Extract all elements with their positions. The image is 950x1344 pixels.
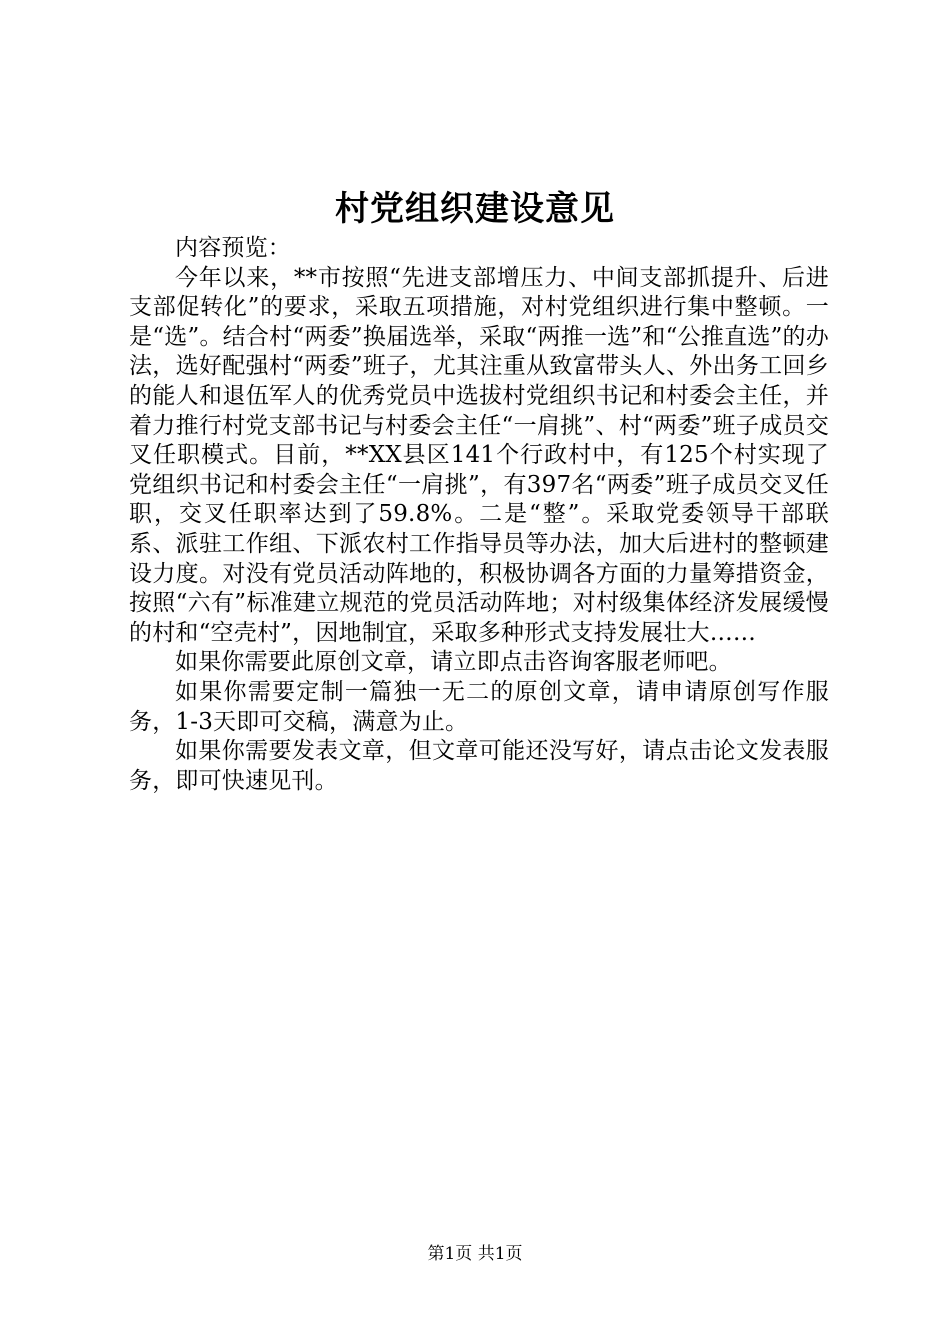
page-title: 村党组织建设意见 [335, 189, 615, 229]
custom-writing-paragraph: 如果你需要定制一篇独一无二的原创文章，请申请原创写作服务，1-3天即可交稿，满意为止。 [129, 678, 829, 735]
preview-paragraph: 今年以来，**市按照“先进支部增压力、中间支部抓提升、后进支部促转化”的要求，采取五项措施，对村党组织进行集中整顿。一是“选”。结合村“两委”换届选举，采取“两推一选”和“公推直选”的办法，选好配强村“两委”班子，尤其注重从致富带头人、外出务工回乡的能人和退伍军人的优秀党员中选拔村党组织书记和村委会主任，并着力推行村党支部书记与村委会主任“一肩挑”、村“两委”班子成员交叉任职模式。目前，**XX县区141个行政村中，有125个村实现了党组织书记和村委会主任“一肩挑”，有397名“两委”班子成员交叉任职，交叉任职率达到了59.8%。二是“整”。采取党委领导干部联系、派驻工作组、下派农村工作指导员等办法，加大后进村的整顿建设力度。对没有党员活动阵地的，积极协调各方面的力量筹措资金，按照“六有”标准建立规范的党员活动阵地；对村级集体经济发展缓慢的村和“空壳村”，因地制宜，采取多种形式支持发展壮大…… [129, 264, 829, 646]
page-number-footer: 第1页 共1页 [427, 1244, 523, 1264]
publish-service-paragraph: 如果你需要发表文章，但文章可能还没写好，请点击论文发表服务，即可快速见刊。 [129, 738, 829, 794]
document-body [129, 234, 829, 796]
preview-label: 内容预览： [175, 235, 291, 261]
consult-service-paragraph: 如果你需要此原创文章，请立即点击咨询客服老师吧。 [175, 649, 732, 676]
